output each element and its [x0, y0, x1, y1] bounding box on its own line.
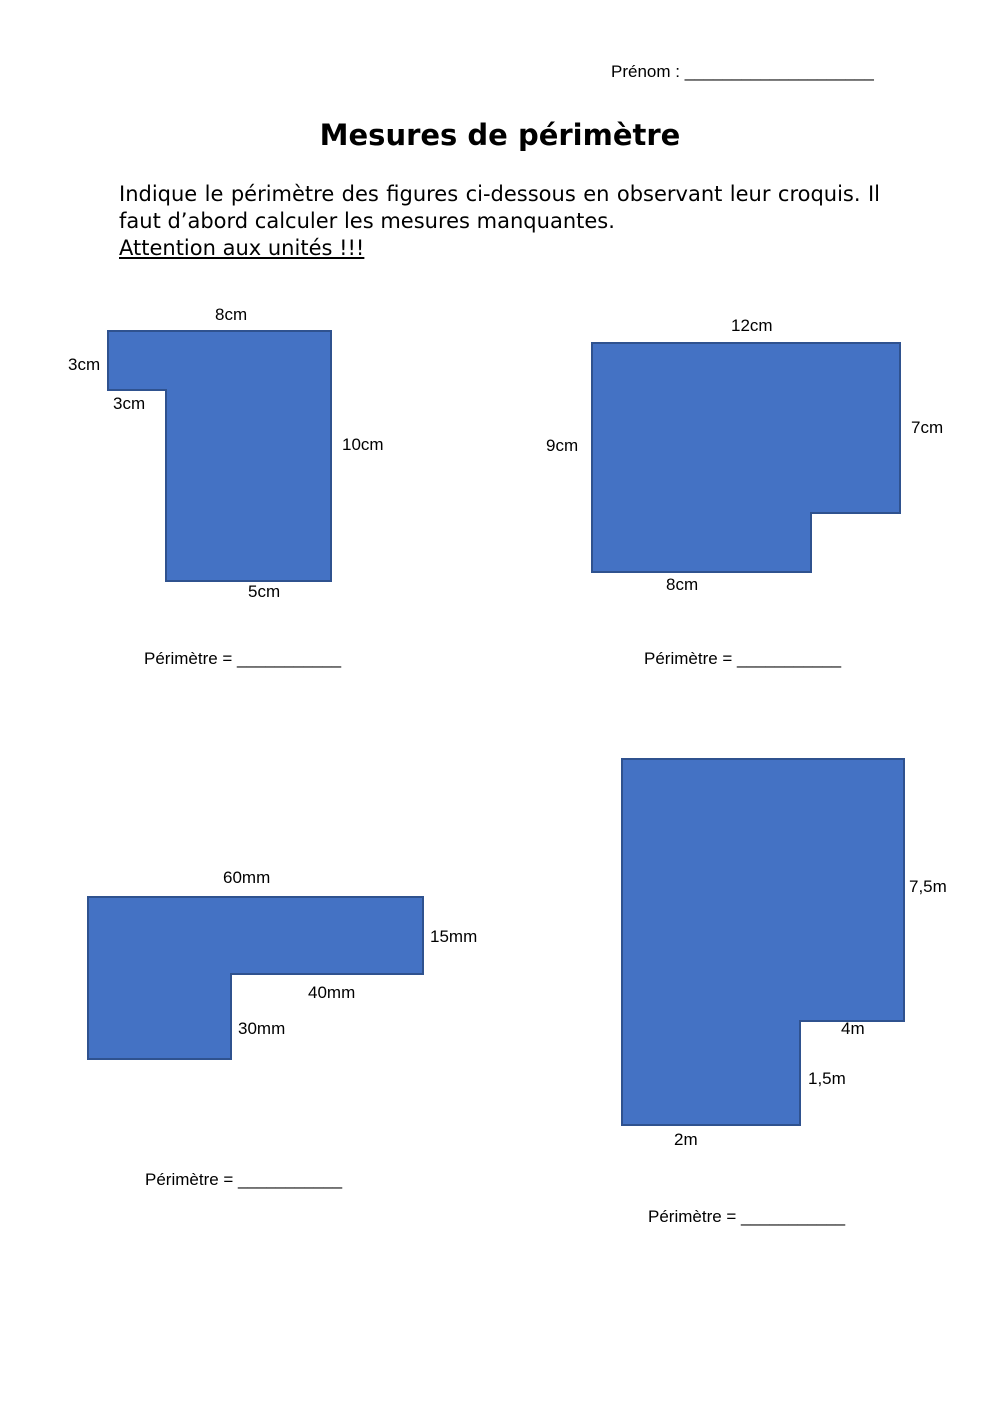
figure-4-shape: [622, 759, 904, 1125]
figure-2-label-right: 7cm: [911, 418, 944, 437]
instructions-text: Indique le périmètre des figures ci-dessous en observant leur croquis. Il faut d’abord calculer les mesures manquantes.: [119, 182, 880, 233]
figure-4-label-step-height: 1,5m: [808, 1069, 846, 1088]
figure-1-label-bottom: 5cm: [248, 582, 281, 601]
figure-1-label-top: 8cm: [215, 305, 248, 324]
figure-1-label-left: 3cm: [68, 355, 101, 374]
name-field-label: Prénom : ____________________: [611, 62, 874, 81]
figure-3-label-right: 15mm: [430, 927, 478, 946]
instructions-warning: Attention aux unités !!!: [119, 236, 365, 260]
figure-2-perimeter: Périmètre = ___________: [644, 649, 842, 668]
figure-2-shape: [592, 343, 900, 572]
page-title: Mesures de périmètre: [319, 118, 681, 152]
figure-1-perimeter: Périmètre = ___________: [144, 649, 342, 668]
figure-2-label-left: 9cm: [546, 436, 579, 455]
figure-3-label-step-height: 30mm: [238, 1019, 286, 1038]
figure-4-label-bottom: 2m: [674, 1130, 698, 1149]
figure-2-label-bottom: 8cm: [666, 575, 699, 594]
figure-1-shape: [108, 331, 331, 581]
figure-3-label-step-width: 40mm: [308, 983, 356, 1002]
figure-4-label-right: 7,5m: [909, 877, 947, 896]
figure-1-label-step: 3cm: [113, 394, 146, 413]
figure-2-label-top: 12cm: [731, 316, 773, 335]
figure-3-label-top: 60mm: [223, 868, 271, 887]
figure-4-label-step-width: 4m: [841, 1019, 865, 1038]
figure-1-label-right: 10cm: [342, 435, 384, 454]
figure-4-perimeter: Périmètre = ___________: [648, 1207, 846, 1226]
figure-3-perimeter: Périmètre = ___________: [145, 1170, 343, 1189]
